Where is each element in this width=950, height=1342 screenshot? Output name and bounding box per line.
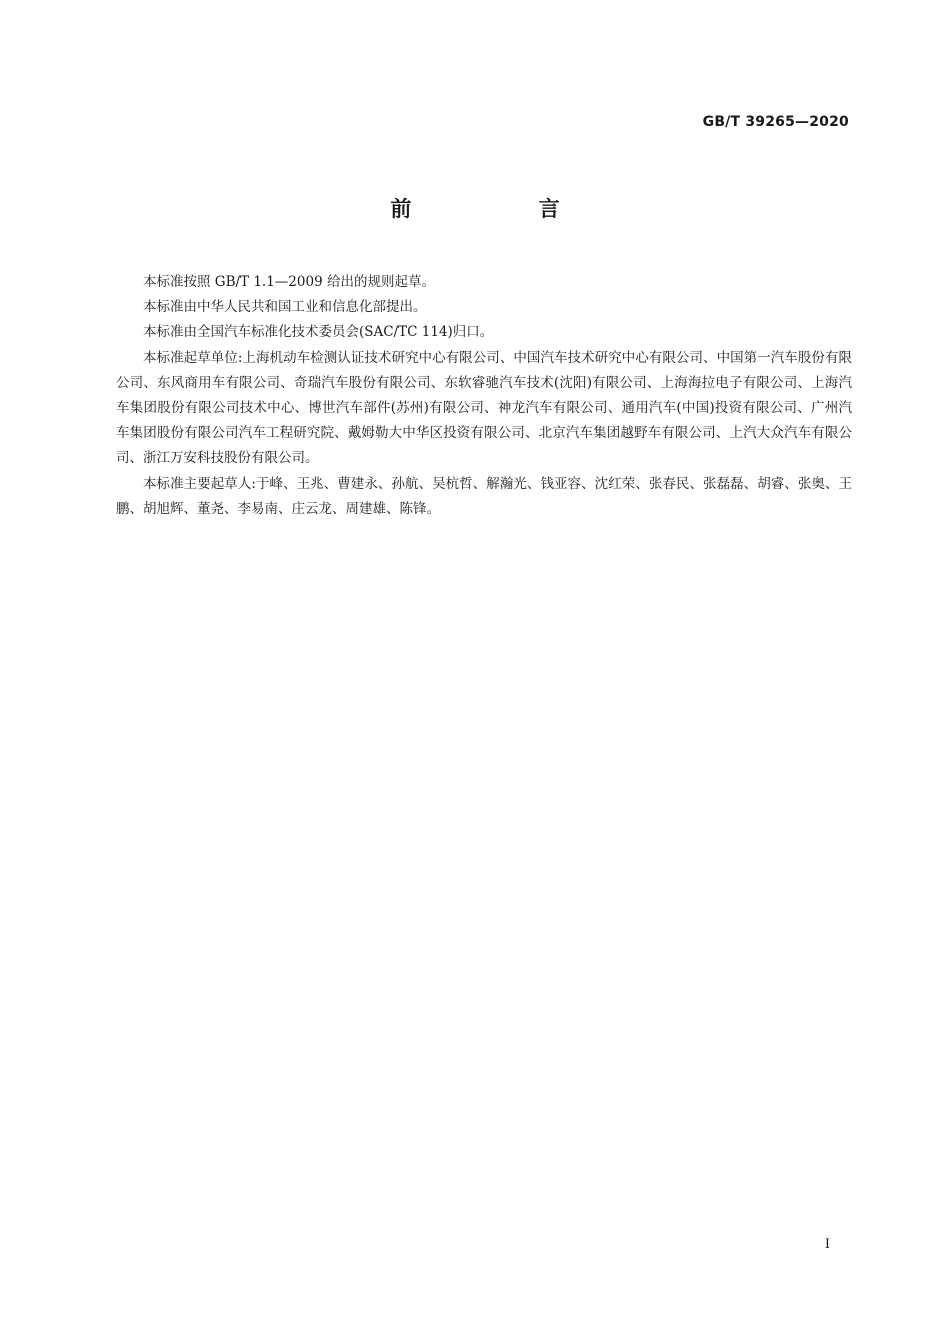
paragraph-drafters: 本标准主要起草人:于峰、王兆、曹建永、孙航、吴杭哲、解瀚光、钱亚容、沈红荣、张春民、张磊磊、胡睿、张奥、王鹏、胡旭辉、董尧、李易南、庄云龙、周建雄、陈锋。 <box>116 475 852 517</box>
paragraph-committee: 本标准由全国汽车标准化技术委员会(SAC/TC 114)归口。 <box>143 324 494 341</box>
standard-number: GB/T 39265—2020 <box>702 114 849 130</box>
foreword-body <box>116 270 852 522</box>
paragraph-drafting-organizations: 本标准起草单位:上海机动车检测认证技术研究中心有限公司、中国汽车技术研究中心有限公司、中国第一汽车股份有限公司、东风商用车有限公司、奇瑞汽车股份有限公司、东软睿驰汽车技术(沈阳)有限公司、上海海拉电子有限公司、上海汽车集团股份有限公司技术中心、博世汽车部件(苏州)有限公司、神龙汽车有限公司、通用汽车(中国)投资有限公司、广州汽车集团股份有限公司汽车工程研究院、戴姆勒大中华区投资有限公司、北京汽车集团越野车有限公司、上汽大众汽车有限公司、浙江万安科技股份有限公司。 <box>116 349 852 467</box>
page-number: I <box>824 1237 830 1252</box>
page-title: 前 言 <box>390 197 620 221</box>
paragraph-proposer: 本标准由中华人民共和国工业和信息化部提出。 <box>143 299 427 316</box>
paragraph-drafting-rules: 本标准按照 GB/T 1.1—2009 给出的规则起草。 <box>143 274 435 290</box>
